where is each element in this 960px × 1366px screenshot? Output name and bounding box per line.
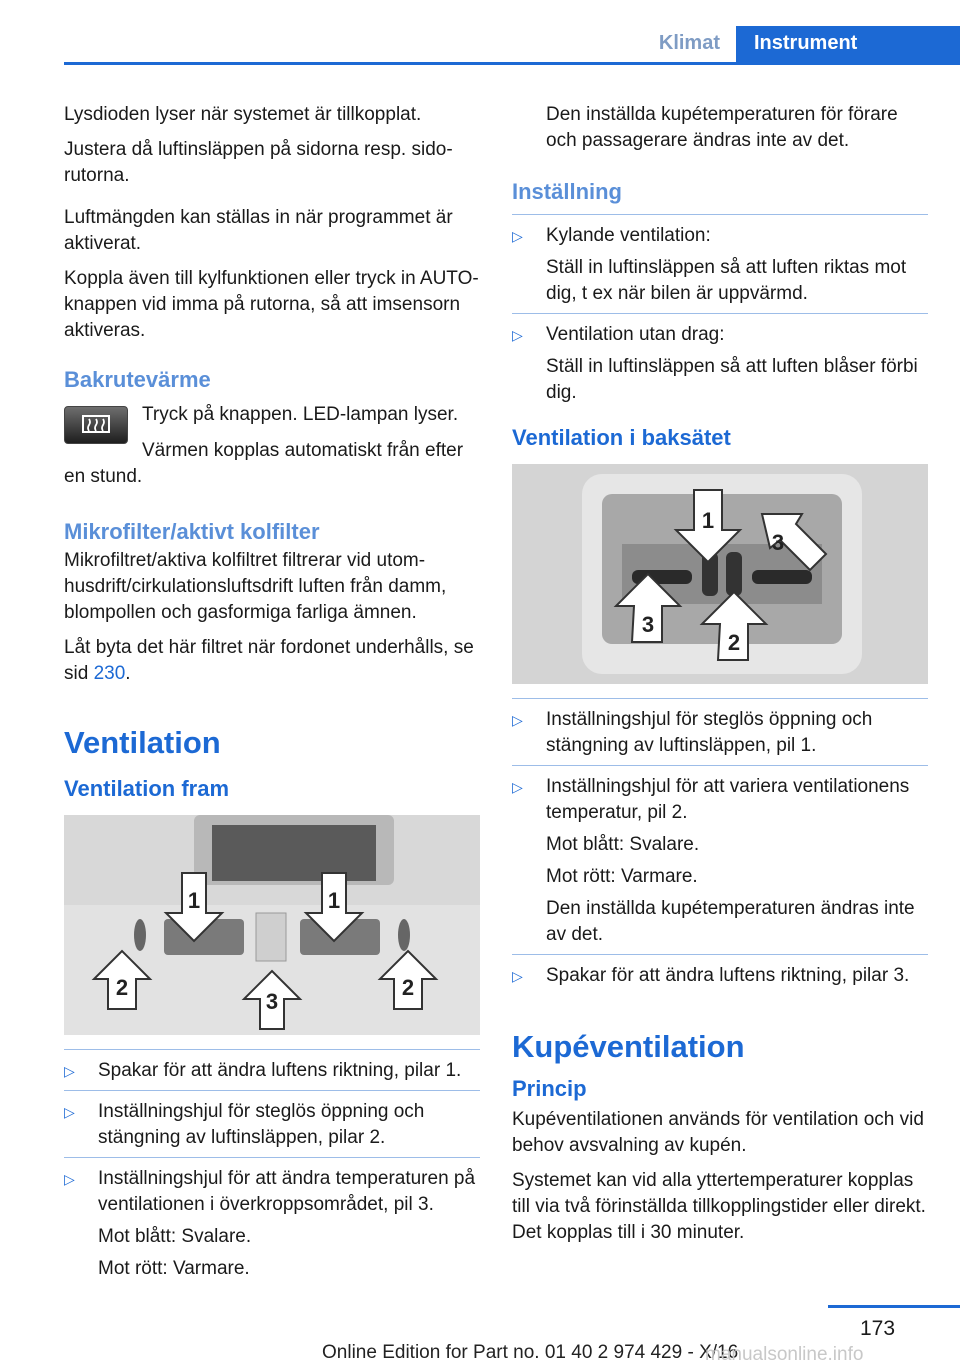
rear-window-defrost-icon [64,406,128,444]
list-divider [512,765,928,766]
list-divider [512,214,928,215]
paragraph-text: Låt byta det här filtret när fordonet underhålls, se sid [64,637,474,684]
arrow-label-3: 3 [265,989,279,1014]
list-item-text: Spakar för att ändra luftens riktning, pilar 3. [546,965,910,986]
list-bullet-icon: ▷ [64,1171,75,1187]
list-item-text: Inställningshjul för att ändra temperaturen på ventilationen i överkroppsområdet, pil 3. [98,1168,476,1215]
arrow-label-2: 2 [727,630,741,655]
heading-bakrutevarme: Bakrutevärme [64,367,211,392]
list-item-text: Spakar för att ändra luftens riktning, pilar 1. [98,1060,462,1081]
heading-princip: Princip [512,1076,587,1101]
rear-defrost-instruction [64,402,480,454]
heading-ventilation-fram: Ventilation fram [64,776,230,801]
list-item-text: Inställningshjul för steglös öppning och stängning av luftinsläppen, pilar 2. [98,1101,425,1148]
footer-rule [828,1305,960,1308]
list-divider [512,954,928,955]
paragraph: Värmen kopplas automatiskt från efter en stund. [64,440,464,487]
list-divider [64,1049,480,1050]
paragraph: Tryck på knappen. LED-lampan lyser. [142,404,459,425]
list-item [64,1099,480,1151]
list-bullet-icon: ▷ [512,968,523,984]
list-item [512,707,928,759]
watermark: manualsonline.info [705,1344,864,1365]
list-item [512,322,928,406]
section-tab-instrument: Instrument [736,26,960,62]
paragraph: Koppla även till kylfunktionen eller tryck in AUTO-knappen vid imma på rutorna, så att imsensorn aktiveras. [64,268,479,341]
list-item-continuation: Ställ in luftinsläppen så att luften riktas mot dig, t ex när bilen är uppvärmd. [546,257,907,304]
list-item-text: Kylande ventilation: [546,225,711,246]
arrow-label-2: 2 [115,975,129,1000]
list-bullet-icon: ▷ [64,1104,75,1120]
section-tab-klimat: Klimat [658,32,720,54]
arrow-label-2: 2 [401,975,415,1000]
list-item [64,1166,480,1282]
list-item [512,774,928,948]
page-header [64,26,960,65]
heading-kupeventilation: Kupéventilation [512,1029,745,1064]
paragraph: Lysdioden lyser när systemet är tillkopplat. [64,104,422,125]
front-vent-list [64,1058,480,1282]
list-bullet-icon: ▷ [512,712,523,728]
arrow-label-1: 1 [701,508,715,533]
arrow-label-1: 1 [187,888,201,913]
paragraph: Kupéventilationen används för ventilation och vid behov avsvalning av kupén. [512,1109,924,1156]
list-item-continuation: Mot rött: Varmare. [546,866,698,887]
list-item-text: Inställningshjul för steglös öppning och stängning av luftinsläppen, pil 1. [546,709,873,756]
heading-ventilation-baksatet: Ventilation i baksätet [512,425,731,450]
list-bullet-icon: ▷ [512,779,523,795]
list-item-text: Ventilation utan drag: [546,324,725,345]
list-bullet-icon: ▷ [512,327,523,343]
list-item-continuation: Den inställda kupétemperaturen ändras inte av det. [546,898,915,945]
arrow-label-3: 3 [771,530,785,555]
front-vent-photo [64,815,480,1035]
list-item [512,963,928,989]
heading-ventilation: Ventilation [64,725,221,760]
paragraph [64,635,480,687]
page-number: 173 [860,1317,896,1340]
list-item-continuation: Ställ in luftinsläppen så att luften blåser förbi dig. [546,356,918,403]
paragraph: Luftmängden kan ställas in när programmet är aktiverat. [64,207,453,254]
list-divider [64,1157,480,1158]
paragraph: Systemet kan vid alla yttertemperaturer kopplas till via två förinställda tillkopplingstider eller direkt. Det kopplas till i 30 minuter. [512,1170,926,1243]
list-item-continuation: Mot blått: Svalare. [546,834,700,855]
rear-vent-photo [512,464,928,684]
left-column [64,102,480,1288]
arrow-label-1: 1 [327,888,341,913]
paragraph: Den inställda kupétemperaturen för förare och passagerare ändras inte av det. [546,104,898,151]
arrow-label-3: 3 [641,612,655,637]
page-link-230[interactable]: 230 [93,663,126,684]
list-item-continuation: Mot rött: Varmare. [98,1258,250,1279]
list-divider [512,698,928,699]
list-bullet-icon: ▷ [512,228,523,244]
heading-mikrofilter: Mikrofilter/aktivt kolfilter [64,519,320,544]
online-edition-note: Online Edition for Part no. 01 40 2 974 429 - X/16 [322,1342,739,1363]
list-item-text: Inställningshjul för att variera ventilationens temperatur, pil 2. [546,776,910,823]
paragraph-text: . [125,663,131,684]
list-item [64,1058,480,1084]
list-item-continuation: Mot blått: Svalare. [98,1226,252,1247]
list-divider [64,1090,480,1091]
paragraph: Justera då luftinsläppen på sidorna resp. sidorutorna. [64,139,453,186]
heading-installning: Inställning [512,179,622,204]
right-column [512,102,928,1255]
list-bullet-icon: ▷ [64,1063,75,1079]
paragraph: Mikrofiltret/aktiva kolfiltret filtrerar vid utomhusdrift/cirkulationsluftsdrift luften från damm, blompollen och gasformiga farliga ämnen. [64,550,447,623]
list-item [512,223,928,307]
list-divider [512,313,928,314]
